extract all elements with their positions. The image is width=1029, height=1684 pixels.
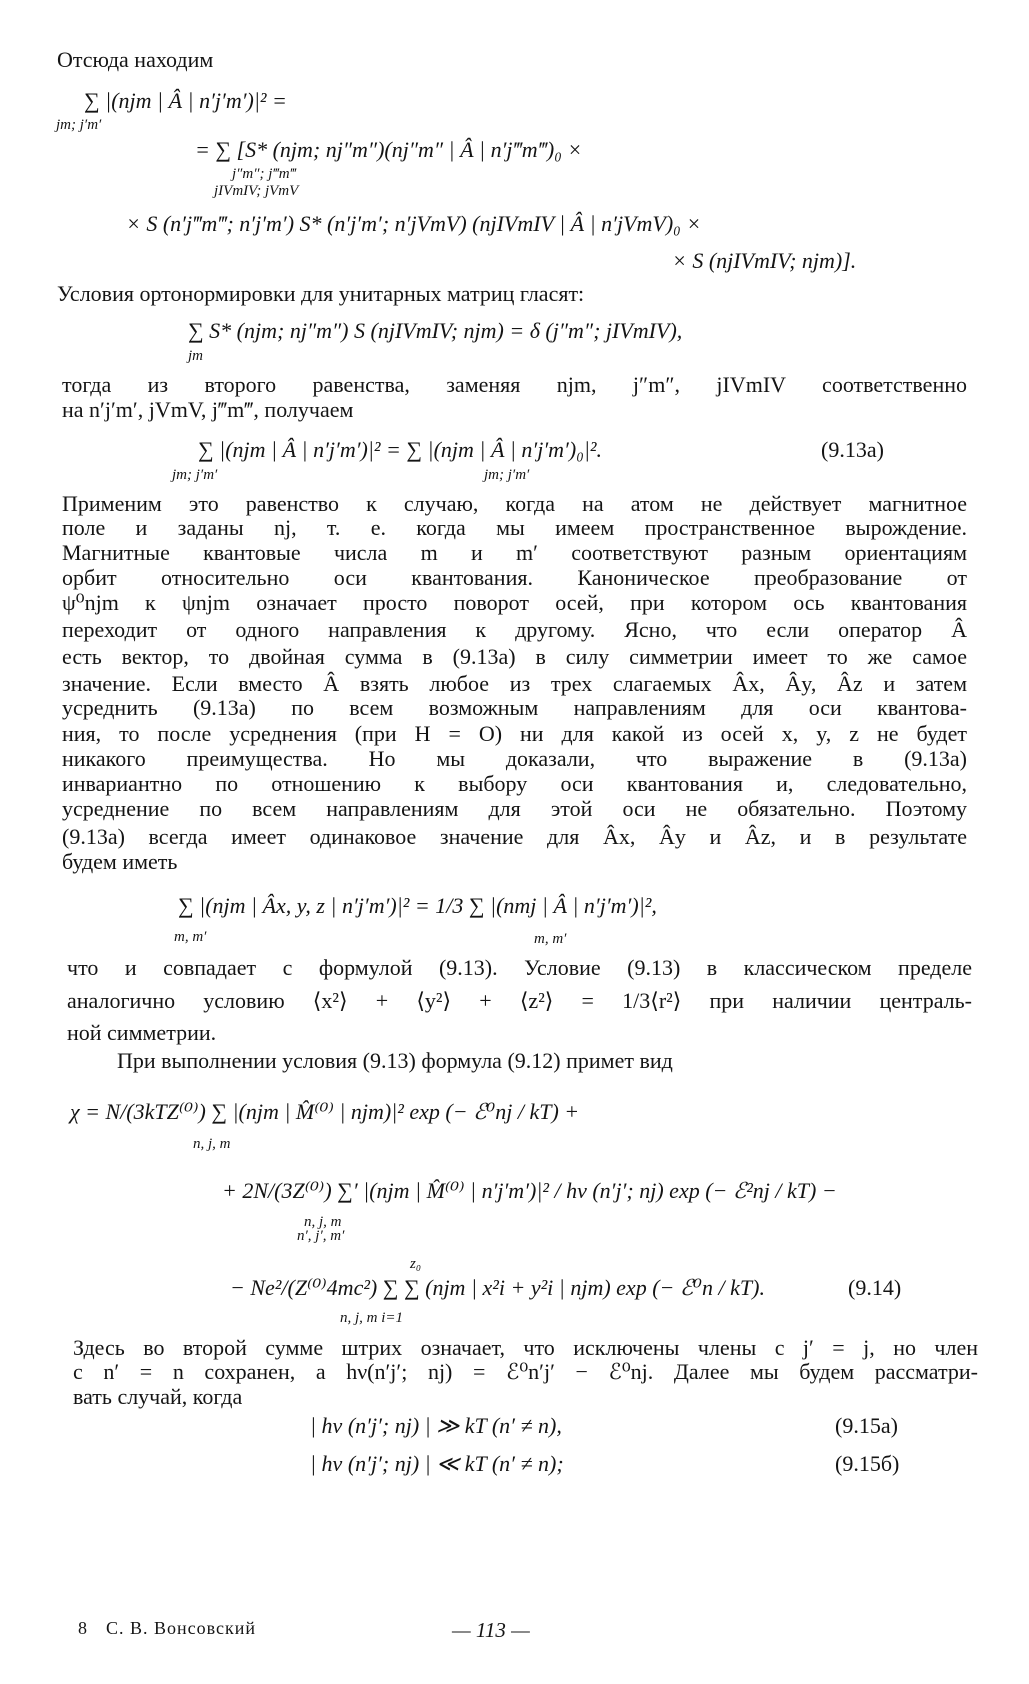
paragraph-1-line: никакого преимущества. Но мы доказали, что выражение в (9.13а) [62,746,967,771]
equation-7: | hν (n′j′; nj) | ≪ kT (n′ ≠ n); [310,1451,564,1476]
paragraph-1-line: Магнитные квантовые числа m и m′ соответствуют разным ориентациям [62,540,967,565]
paragraph-1-line: есть вектор, то двойная сумма в (9.13а) в силу симметрии имеет то же самое [62,644,967,669]
equation-5a-subscript: n, j, m [193,1136,231,1152]
paragraph-1-line: усреднение по всем направлениям для этой оси не обязательно. Поэтому [62,796,967,821]
paragraph-3: При выполнении условия (9.13) формула (9.12) примет вид [117,1048,673,1073]
equation-7-number: (9.15б) [835,1451,900,1476]
equation-4-subscript-2: m, m′ [534,931,567,947]
equation-3-number: (9.13а) [821,437,884,462]
then-text-line-1: тогда из второго равенства, заменяя njm, j″m″, jIVmIV соответственно [62,372,967,397]
then-text-line-2: на n′j′m′, jVmV, j‴m‴, получаем [62,397,354,422]
paragraph-4-line: Здесь во второй сумме штрих означает, что исключены члены с j′ = j, но член [73,1335,978,1360]
paragraph-2-line: аналогично условию ⟨x²⟩ + ⟨y²⟩ + ⟨z²⟩ = 1/3⟨r²⟩ при наличии централь- [67,988,972,1013]
equation-1d: × S (njIVmIV; njm)]. [672,248,857,273]
paragraph-4-line: вать случай, когда [73,1384,243,1409]
paragraph-1-line: инвариантно по отношению к выбору оси квантования и, следовательно, [62,771,967,796]
paragraph-1-line: ния, то после усреднения (при H = O) ни для какой из осей x, y, z не будет [62,721,967,746]
equation-4: ∑ |(njm | Âx, y, z | n′j′m′)|² = 1/3 ∑ |(nmj | Â | n′j′m′)|², [178,893,657,918]
paragraph-2-line: ной симметрии. [67,1020,217,1045]
equation-5b-subscript-2: n′, j′, m′ [297,1228,345,1244]
equation-1b-subscript-1: j″m″; j‴m‴ [232,166,296,182]
paragraph-1-line: будем иметь [62,849,178,874]
equation-1a: ∑ |(njm | Â | n′j′m′)|² = [84,88,287,113]
paragraph-1-line: поле и заданы nj, т. е. когда мы имеем пространственное вырождение. [62,515,967,540]
equation-3-subscript-2: jm; j′m′ [484,467,530,483]
paragraph-1-line: ψ⁰njm к ψnjm означает просто поворот осей, при котором ось квантования [62,590,967,615]
paragraph-1-line: (9.13а) всегда имеет одинаковое значение для Âx, Ây и Âz, и в результате [62,824,967,849]
equation-3-subscript-1: jm; j′m′ [172,467,218,483]
paragraph-1-line: Применим это равенство к случаю, когда на атом не действует магнитное [62,491,967,516]
footer-author: С. В. Вонсовский [106,1618,257,1638]
equation-4-subscript-1: m, m′ [174,929,207,945]
equation-2-subscript: jm [188,348,203,364]
equation-1b: = ∑ [S* (njm; nj″m″)(nj″m″ | Â | n′j‴m‴)₀ × [195,137,583,162]
page-number: — 113 — [452,1618,530,1642]
equation-5a: χ = N/(3kTZ⁽⁰⁾) ∑ |(njm | M̂⁽⁰⁾ | njm)|² exp (− ℰ⁰nj / kT) + [70,1099,580,1124]
equation-6: | hν (n′j′; nj) | ≫ kT (n′ ≠ n), [310,1413,562,1438]
equation-3: ∑ |(njm | Â | n′j′m′)|² = ∑ |(njm | Â | n′j′m′)₀|². [198,437,602,462]
equation-5c: − Ne²/(Z⁽⁰⁾4mc²) ∑ ∑ (njm | x²i + y²i | njm) exp (− ℰ⁰n / kT). [230,1275,765,1300]
equation-6-number: (9.15а) [835,1413,898,1438]
equation-1c: × S (n′j‴m‴; n′j′m′) S* (n′j′m′; n′jVmV) (njIVmIV | Â | n′jVmV)₀ × [126,211,702,236]
paragraph-1-line: значение. Если вместо Â взять любое из трех слагаемых Âx, Ây, Âz и затем [62,671,967,696]
equation-1a-subscript: jm; j′m′ [56,117,102,133]
paragraph-4-line: с n′ = n сохранен, а hν(n′j′; nj) = ℰ⁰n′j′ − ℰ⁰nj. Далее мы будем рассматри- [73,1359,978,1384]
equation-5c-subscript: n, j, m i=1 [340,1310,404,1326]
equation-5b: + 2N/(3Z⁽⁰⁾) ∑′ |(njm | M̂⁽⁰⁾ | n′j′m′)|² / hν (n′j′; nj) exp (− ℰ²nj / kT) − [222,1178,837,1203]
paragraph-1-line: орбит относительно оси квантования. Каноническое преобразование от [62,565,967,590]
equation-5-number: (9.14) [848,1275,902,1300]
equation-5b-subscript-1: n, j, m [304,1214,342,1230]
equation-1b-subscript-2: jIVmIV; jVmV [214,183,299,199]
paragraph-1-line: усреднить (9.13а) по всем возможным направлениям для оси квантова- [62,695,967,720]
equation-2: ∑ S* (njm; nj″m″) S (njIVmIV; njm) = δ (j″m″; jIVmIV), [188,318,683,343]
signature-number: 8 [78,1618,87,1638]
paragraph-1-line: переходит от одного направления к другому. Ясно, что если оператор Â [62,617,967,642]
condition-text: Условия ортонормировки для унитарных матриц гласят: [57,281,585,306]
equation-5c-superscript: z₀ [410,1256,422,1272]
intro-text: Отсюда находим [57,47,214,72]
paragraph-2-line: что и совпадает с формулой (9.13). Условие (9.13) в классическом пределе [67,955,972,980]
